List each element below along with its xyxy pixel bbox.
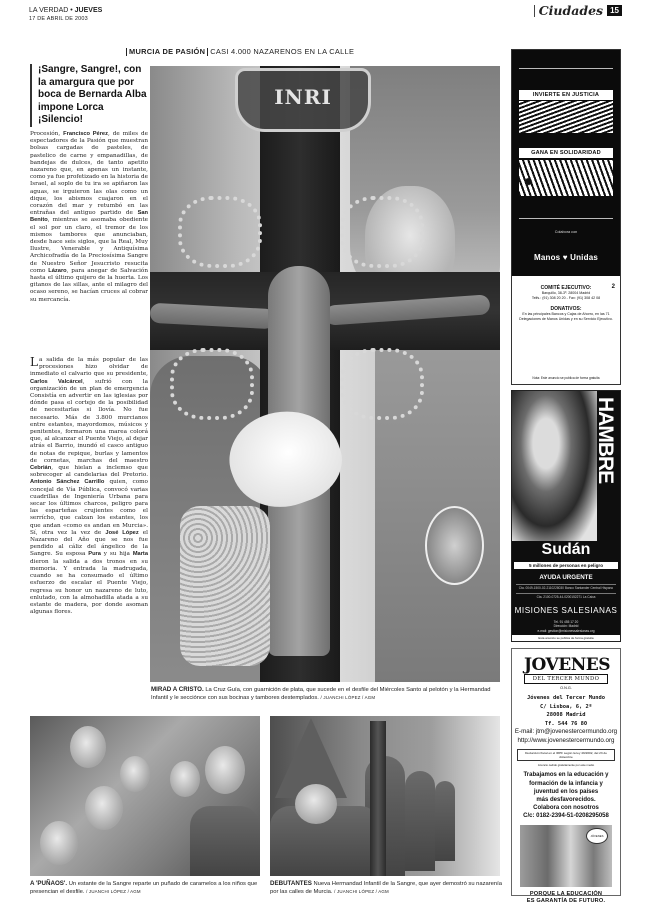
- child-face: [295, 784, 337, 824]
- photo-credit: / JUANCHI LÓPEZ / AGM: [86, 889, 141, 895]
- donations-title: DONATIVOS:: [550, 306, 582, 312]
- ad-tagline: 5 millones de personas en peligro: [514, 562, 618, 569]
- logo-wordmark: JOVENES: [524, 655, 610, 675]
- ad-line-solidaridad: GANA EN SOLIDARIDAD: [519, 148, 613, 158]
- ad-manos-unidas[interactable]: [511, 49, 621, 385]
- slogan-line: PORQUE LA EDUCACIÓN: [529, 890, 603, 897]
- article-name: José López: [105, 529, 139, 536]
- silver-ornament: [178, 196, 262, 268]
- web-link[interactable]: http://www.jovenestercermundo.org: [517, 736, 615, 744]
- nazareno: [435, 781, 455, 861]
- fields-illustration: [519, 101, 613, 133]
- tax-notice: Deducción fiscal en el IRPF según la ley 49/2002, del 23 de diciembre: [517, 749, 615, 762]
- caption-title: MIRAD A CRISTO.: [151, 686, 204, 693]
- pitch-line: Trabajamos en la educación y: [523, 772, 609, 779]
- masthead-date: 17 DE ABRIL DE 2003: [29, 16, 88, 22]
- ad-footer: Nota: Este anuncio se publica de forma gratuita: [532, 376, 600, 380]
- ad-urgent: AYUDA URGENTE: [539, 574, 593, 581]
- child-face: [85, 786, 123, 830]
- ad-line-justicia: INVIERTE EN JUSTICIA: [519, 90, 613, 100]
- article-name: Pura: [88, 551, 101, 558]
- brotherhood-medal: [425, 506, 484, 585]
- ad-misiones-salesianas[interactable]: [511, 390, 621, 642]
- article-text: , de miles de espectadores de la Pasión que muestran bolsas cargadas de pasteles, de pastelico de carne y empanadillas, de bandejas de dulces, de tanto apetito nazareno que, en apenas un instante, como ya fue profetizado en la historia de Israel, al soplo de tu ira se apiñaron las aguas, se irguieron las olas como un dique, los abismos cuajaron en el corazón del mar y retumbó en las entrañas del antiguo partido de: [30, 131, 148, 217]
- photo-credit: / JUANCHI LÓPEZ / AGM: [320, 695, 376, 701]
- ad-collab-label: Colabora con: [554, 230, 578, 234]
- ad-slogan: [512, 891, 620, 906]
- photo-left-caption: [30, 880, 260, 897]
- processional-staff: [370, 721, 386, 876]
- kicker: [126, 47, 354, 56]
- nazareno-robe: [190, 806, 260, 876]
- kicker-subtopic: CASI 4.000 NAZARENOS EN LA CALLE: [210, 47, 355, 56]
- article-text: , que hielan a inclemso que sobrecoger al candelarias del Pretorio.: [30, 465, 148, 479]
- silver-ornament: [340, 348, 424, 420]
- page-number: 15: [607, 5, 622, 16]
- ad-info-box: [512, 276, 620, 384]
- masthead-separator: •: [70, 7, 73, 14]
- org-name: Jóvenes del Tercer Mundo: [527, 695, 605, 701]
- wheat-illustration: [519, 160, 613, 196]
- masthead-paper-line: [29, 6, 102, 15]
- child-face: [170, 761, 200, 797]
- drop-cap: L: [30, 355, 38, 369]
- logo-subtitle: DEL TERCER MUNDO: [524, 674, 608, 684]
- article-name: San Benito: [30, 210, 148, 224]
- ad-pitch: [512, 771, 620, 820]
- pitch-line: Colabora con nosotros: [533, 805, 599, 812]
- slogan-line: ES GARANTÍA DE FUTURO.: [526, 898, 606, 905]
- children-photo: [520, 825, 612, 887]
- committee-address: Barquillo, 38-3º. 28004 Madrid: [541, 291, 591, 295]
- article-text: dieron la salida a dos tronos en su memoria. Y entrada la madrugada, cuando se ha consumado el último esfuerzo de escalar el Puente Viejo, regresa su honor un nazareno de luto, enlutado, con la almohadilla atada a su estante de madera, por donde asoman algunas flores.: [30, 558, 148, 616]
- contact-address: Dirección: Madrid: [553, 624, 579, 629]
- ad-footer: Anuncio cedido gratuitamente por este medio: [537, 763, 595, 768]
- article-text: Procesión,: [30, 131, 64, 137]
- child-face: [70, 726, 106, 768]
- photo-credit: / JUANCHI LÓPEZ / AGM: [334, 889, 389, 895]
- article-name: Francisco Pérez: [63, 131, 108, 137]
- article-name: Carlos Valcárcel: [30, 378, 83, 385]
- article-text: , para anegar de Salvación hasta el último quijero de la huerta. Los gitanos de las sillas, ante el milagro del ocaso sereno, se hacían cruces al cobrar su mercancía.: [30, 267, 148, 303]
- bank-account: C/c: 0182-2394-51-0208295058: [523, 813, 609, 820]
- article-text: , mientras se asomaba obediente el sol por un claro, el tremor de los mismos tambores que anunciaban, desde hace seis siglos, que la Real, Muy Ilustre, Venerable y Antiquísima Archicofradía de la Preciosísima Sangre de Nuestro Señor Jesucristo resucita como: [30, 217, 148, 274]
- main-photo-crucifix: [150, 66, 500, 682]
- nazareno: [405, 771, 435, 871]
- jovenes-logo: [524, 657, 608, 690]
- child-face: [40, 821, 78, 865]
- caption-text: Un estante de la Sangre reparte un puñado de caramelos a los niños que presencian el desfile.: [30, 881, 258, 896]
- ad-footer: Esta anuncio se publica de forma gratuita: [512, 635, 620, 641]
- article-text: quien, como concejal de Vía Pública, convocó varias cuadrillas de Ingeniería Urbana para secar los últimos charcos, peligro para las esparteñas crujientes como el serrícho, que calzan los estantes, los que andan «como es andan en Murcia». Sí, otra vez la vez de: [30, 479, 148, 536]
- article-text: a salida de la más popular de las procesiones hizo olvidar de inmediato el calvario que su presidente,: [30, 357, 148, 378]
- ad-contact: [512, 620, 620, 633]
- article-name: Lázaro: [48, 267, 67, 274]
- ad-address: [512, 694, 620, 728]
- child-face: [120, 756, 150, 792]
- donations-text: En las principales Bancos y Cajas de Ahorro, en las 71 Delegaciones de Manos Unidas y en su Servicio Ejecutivo.: [519, 312, 613, 321]
- main-photo-caption: [151, 686, 506, 703]
- caption-title: A 'PUÑAOS'.: [30, 880, 68, 887]
- ad-headline-hambre: HAMBRE: [594, 397, 617, 484]
- article-name: Cebrián: [30, 465, 52, 472]
- section-name: Ciudades: [538, 3, 604, 18]
- caption-title: DEBUTANTES: [270, 880, 312, 887]
- street: C/ Lisboa, 6, 2º: [540, 703, 592, 710]
- pitch-line: más desfavorecidos.: [536, 796, 596, 803]
- pitch-line: formación de la infancia y: [529, 780, 603, 787]
- contact-phone: Tel. 91 455 17 20: [553, 620, 579, 624]
- child-photo: [512, 391, 597, 541]
- kicker-bar: [126, 48, 127, 56]
- kicker-topic: MURCIA DE PASIÓN: [129, 47, 206, 56]
- masthead-right: [534, 3, 622, 18]
- article-name: Marta: [132, 551, 148, 558]
- ad-country: Sudán: [541, 541, 591, 558]
- city: 28008 Madrid: [546, 712, 586, 719]
- silver-ornament: [340, 196, 424, 268]
- masthead-day: JUEVES: [74, 7, 103, 14]
- masthead-left: [29, 6, 102, 24]
- section-divider: [534, 5, 535, 17]
- article-text: el Nazareno del Año que se nos fue pendido al cáliz del ángelico de la Sangre. Su esposa: [30, 529, 148, 558]
- contact-email: e-mail: gestion@misionessalesianas.org: [537, 628, 595, 633]
- article-paragraph-1: [30, 131, 148, 304]
- inri-plaque: INRI: [235, 68, 371, 132]
- article-text: y su hija: [100, 551, 133, 558]
- article-text: , sufrió con la organización de un plan de emergencia Consistía en advertir en las iglesias por dónde pasa el cortejo de la posibilidad de necesitarlas si llovía. No fue necesario. Más de 3.800 murcianos entre estantes, mayordomos, músicos y penitentes, formaron una marea colorá que, al alcanzar el Puente Viejo, al dejar atrás el Barrio, inundó el casco antiguo de notas de repique, burlas y lamentos de cornetas, marchas del maestro: [30, 378, 148, 464]
- logo-ong: O.N.G.: [560, 686, 572, 690]
- photo-child-nazareno: [270, 716, 500, 876]
- ad-rule: [519, 68, 613, 69]
- committee-title: COMITÉ EJECUTIVO:: [540, 285, 592, 291]
- ad-rule: [519, 218, 613, 219]
- photo-children-candy: [30, 716, 260, 876]
- pitch-line: juventud en los países: [533, 788, 599, 795]
- email-link[interactable]: E-mail: jtm@jovenestercermundo.org: [514, 728, 618, 736]
- committee-phone: Telfs.: (91) 308 20 20 - Fax: (91) 308 42 08: [531, 296, 601, 300]
- nazareno-face: [205, 746, 245, 794]
- article-name: Antonio Sánchez Carrillo: [30, 479, 105, 486]
- kicker-bar: [207, 48, 208, 56]
- caption-text: La Cruz Guía, con guarnición de plata, que sucede en el desfile del Miércoles Santo al pelotón y la Hermandad Infantil y le secciónce con sus bocinas y tambores destemplados.: [151, 687, 491, 702]
- silver-ornament: [170, 348, 254, 420]
- bank-account: Cta. 2100-0725-44-0200152271 La Caixa: [516, 593, 616, 599]
- photo-right-caption: [270, 880, 506, 897]
- caption-text: Nueva Hermandad Infantil de la Sangre, que ayer demostró su nazarenía por las calles de Murcia.: [270, 881, 502, 896]
- bank-account: Cta. 0049-1500-02-2110228030 Banco Santander Central Hispano: [516, 584, 616, 590]
- ad-jovenes-tercer-mundo[interactable]: [511, 648, 621, 905]
- salesianas-logo: MISIONES SALESIANAS: [514, 606, 618, 615]
- headline: ¡Sangre, Sangre!, con la amargura que por boca de Bernarda Alba impone Lorca ¡Silencio!: [30, 64, 148, 127]
- jovenes-seal: JÓVENES: [586, 828, 608, 844]
- lace-sleeve: [180, 506, 270, 666]
- ad-number: 2: [611, 284, 615, 290]
- phone: Tf. 544 76 80: [544, 720, 588, 727]
- manos-unidas-logo: Manos ♥ Unidas: [533, 253, 598, 262]
- paper-name: LA VERDAD: [29, 7, 69, 14]
- article-paragraph-2: [30, 357, 148, 616]
